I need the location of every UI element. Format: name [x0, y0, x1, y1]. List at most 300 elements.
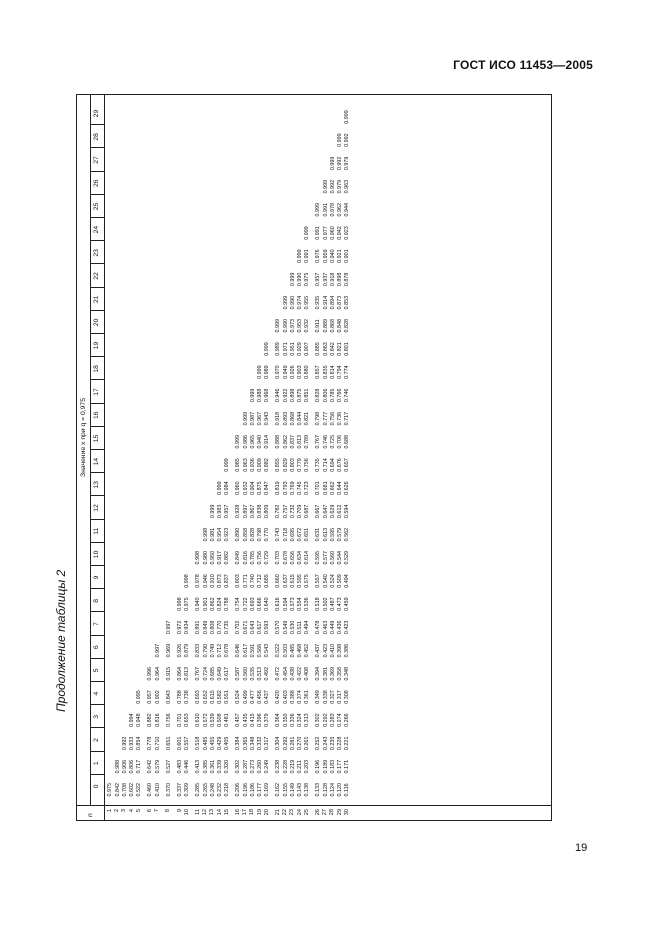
table-cell: 0.336 [289, 713, 296, 727]
table-cell: 0.332 [256, 736, 263, 751]
table-cell: 0.999 [224, 458, 231, 472]
column-group-title: Значение x при q = 0,975 [80, 398, 87, 477]
table-cell: 0.273 [249, 759, 256, 774]
table-cell: 0.560 [242, 667, 249, 681]
table-cell: 0.785 [249, 551, 256, 565]
table-cell: 0.999 [296, 249, 303, 263]
table-cell: 0.843 [165, 690, 172, 704]
table-cell: 0.243 [322, 736, 329, 751]
row-number: 18 [249, 809, 256, 816]
table-cell: 0.551 [224, 690, 231, 704]
table-cell: 0.292 [322, 713, 329, 727]
table-cell: 0.988 [256, 388, 263, 403]
table-cell: 0.610 [195, 713, 202, 727]
table-cell: 0.509 [336, 574, 343, 588]
row-number: 25 [303, 809, 310, 816]
table-cell: 0.914 [264, 435, 271, 449]
table-cell: 0.998 [202, 527, 209, 542]
table-cell: 0.918 [329, 272, 336, 287]
table-cell: 0.717 [344, 411, 351, 426]
table-cell: 0.671 [242, 620, 249, 635]
table-cell: 0.862 [209, 597, 216, 611]
table-cell: 0.978 [195, 574, 202, 588]
row-number: 15 [223, 809, 230, 816]
table-cell: 0.745 [296, 481, 303, 495]
table-cell: 0.410 [329, 643, 336, 658]
table-cell: 0.485 [289, 643, 296, 658]
table-cell: 0.789 [304, 435, 311, 449]
table-cell: 0.162 [275, 783, 282, 797]
table-cell: 0.992 [329, 179, 336, 194]
table-cell: 0.848 [336, 319, 343, 333]
table-cell: 0.989 [275, 342, 282, 356]
column-header: 14 [93, 457, 100, 466]
table-cell: 0.813 [184, 667, 191, 681]
table-cell: 0.219 [289, 759, 296, 774]
table-cell: 0.211 [296, 760, 303, 774]
table-cell: 0.560 [329, 551, 336, 565]
table-cell: 0.554 [296, 597, 303, 611]
row-number: 7 [154, 809, 161, 813]
table-cell: 0.651 [304, 527, 311, 542]
table-cell: 0.855 [275, 458, 282, 472]
table-cell: 0.522 [136, 783, 143, 797]
table-cell: 0.228 [336, 736, 343, 751]
table-cell: 0.196 [242, 783, 249, 797]
table-cell: 0.936 [249, 458, 256, 472]
table-cell: 0.617 [256, 620, 263, 635]
table-cell: 0.643 [249, 620, 256, 635]
title-row-divider [90, 95, 91, 806]
table-cell: 0.867 [249, 504, 256, 519]
table-cell: 0.452 [304, 643, 311, 658]
table-cell: 0.766 [336, 388, 343, 403]
table-cell: 0.844 [296, 411, 303, 426]
table-cell: 0.317 [264, 736, 271, 751]
table-cell: 0.308 [344, 690, 351, 704]
table-cell: 0.483 [176, 759, 183, 774]
table-cell: 0.369 [329, 667, 336, 681]
table-cell: 0.292 [282, 736, 289, 751]
table-cell: 0.422 [296, 667, 303, 681]
table-cell: 0.987 [249, 411, 256, 426]
table-cell: 0.991 [322, 203, 329, 217]
table-cell: 0.943 [264, 411, 271, 426]
table-cell: 0.155 [282, 783, 289, 797]
table-cell: 0.724 [202, 667, 209, 681]
table-cell: 0.281 [289, 736, 296, 751]
row-number: 16 [235, 809, 241, 816]
column-header: 11 [93, 527, 100, 535]
table-cell: 0.685 [209, 667, 216, 681]
table-cell: 0.960 [235, 481, 242, 495]
table-cell: 0.882 [224, 551, 231, 565]
table-cell: 0.460 [147, 783, 154, 797]
row-number: 29 [336, 809, 343, 816]
table-cell: 0.890 [235, 527, 242, 542]
table-cell: 0.953 [296, 319, 303, 333]
table-cell: 0.973 [289, 319, 296, 333]
table-cell: 0.743 [275, 527, 282, 542]
table-cell: 0.985 [235, 458, 242, 472]
table-cell: 0.481 [224, 713, 231, 727]
table-cell: 0.723 [304, 481, 311, 495]
table-cell: 0.631 [315, 527, 322, 542]
table-cell: 0.678 [224, 643, 231, 658]
table-cell: 0.991 [315, 226, 322, 240]
table-cell: 0.999 [264, 342, 271, 356]
table-cell: 0.992 [121, 736, 128, 751]
table-cell: 0.875 [256, 481, 263, 495]
table-cell: 0.837 [224, 574, 231, 588]
table-cell: 0.446 [184, 759, 191, 774]
table-cell: 0.946 [275, 388, 282, 403]
table-cell: 0.384 [235, 736, 242, 751]
table-cell: 0.946 [202, 574, 209, 588]
table-cell: 0.413 [195, 759, 202, 774]
table-cell: 0.116 [344, 783, 351, 797]
table-cell: 0.685 [264, 574, 271, 588]
table-cell: 0.676 [336, 458, 343, 472]
table-cell: 0.594 [282, 597, 289, 611]
quantile-table [76, 94, 552, 821]
row-number: 19 [256, 809, 263, 816]
column-header: 6 [93, 645, 100, 650]
table-cell: 0.420 [275, 690, 282, 704]
table-cell: 0.128 [322, 783, 329, 797]
table-cell: 0.904 [249, 481, 256, 495]
table-cell: 0.809 [264, 504, 271, 519]
table-cell: 0.248 [209, 783, 216, 797]
table-cell: 0.438 [289, 667, 296, 681]
table-cell: 0.494 [344, 574, 351, 588]
table-cell: 0.503 [282, 643, 289, 658]
table-cell: 0.693 [249, 597, 256, 611]
table-cell: 0.854 [136, 736, 143, 751]
column-header: 19 [93, 341, 100, 350]
table-cell: 0.910 [209, 574, 216, 588]
table-cell: 0.847 [264, 481, 271, 495]
table-cell: 0.767 [315, 435, 322, 449]
table-cell: 0.835 [322, 365, 329, 379]
table-cell: 0.138 [304, 783, 311, 797]
table-cell: 0.926 [176, 643, 183, 658]
table-cell: 0.313 [304, 713, 311, 727]
table-cell: 0.455 [209, 736, 216, 751]
table-cell: 0.575 [304, 574, 311, 588]
row-number: 6 [147, 809, 153, 813]
table-cell: 0.693 [195, 690, 202, 704]
row-number: 17 [242, 809, 249, 816]
table-cell: 0.221 [344, 736, 351, 751]
table-cell: 0.454 [282, 667, 289, 681]
table-cell: 0.388 [289, 690, 296, 704]
table-cell: 0.808 [209, 620, 216, 635]
table-cell: 0.885 [315, 342, 322, 356]
table-cell: 0.394 [315, 667, 322, 681]
table-cell: 0.640 [264, 597, 271, 611]
table-cell: 0.651 [165, 736, 172, 751]
table-cell: 0.594 [344, 504, 351, 519]
table-cell: 0.997 [154, 643, 161, 658]
table-cell: 0.803 [235, 574, 242, 588]
table-cell: 0.964 [154, 667, 161, 681]
table-cell: 0.502 [322, 597, 329, 611]
column-header: 2 [93, 738, 100, 742]
table-cell: 0.601 [176, 736, 183, 751]
table-cell: 0.729 [264, 551, 271, 565]
table-cell: 0.863 [322, 342, 329, 356]
table-cell: 0.976 [315, 249, 322, 263]
table-continuation-caption: Продолжение таблицы 2 [54, 569, 68, 712]
column-header: 21 [93, 295, 100, 303]
table-cell: 0.348 [249, 736, 256, 751]
table-cell: 0.975 [184, 597, 191, 611]
table-cell: 0.361 [304, 690, 311, 704]
row-number: 12 [202, 809, 209, 816]
table-cell: 0.435 [242, 713, 249, 727]
table-cell: 0.754 [235, 597, 242, 611]
table-cell: 0.722 [242, 597, 249, 611]
table-cell: 0.999 [249, 388, 256, 403]
table-cell: 0.821 [304, 411, 311, 426]
table-cell: 0.995 [136, 690, 143, 704]
table-cell: 0.582 [216, 690, 223, 704]
table-cell: 0.999 [322, 179, 329, 194]
table-cell: 0.889 [322, 319, 329, 333]
table-cell: 0.940 [329, 249, 336, 263]
table-cell: 0.349 [315, 690, 322, 704]
table-cell: 0.477 [249, 690, 256, 704]
table-cell: 0.999 [329, 156, 336, 171]
table-cell: 0.701 [176, 713, 183, 727]
table-cell: 0.304 [275, 736, 282, 751]
table-cell: 0.485 [202, 736, 209, 751]
table-cell: 0.337 [176, 783, 183, 797]
table-cell: 0.756 [304, 458, 311, 472]
table-cell: 0.829 [282, 458, 289, 472]
row-number: 10 [183, 809, 190, 816]
table-cell: 0.695 [289, 527, 296, 542]
table-cell: 0.986 [242, 435, 249, 449]
table-cell: 0.963 [344, 179, 351, 194]
table-cell: 0.370 [165, 783, 172, 797]
table-cell: 0.544 [336, 551, 343, 565]
table-cell: 0.769 [289, 481, 296, 495]
table-cell: 0.317 [336, 690, 343, 704]
table-cell: 0.579 [154, 759, 161, 774]
table-cell: 0.379 [264, 713, 271, 727]
table-cell: 0.562 [344, 527, 351, 542]
table-cell: 0.756 [165, 713, 172, 727]
table-cell: 0.955 [304, 295, 311, 310]
table-cell: 0.736 [336, 411, 343, 426]
table-cell: 0.816 [242, 551, 249, 565]
row-number: 11 [195, 809, 201, 815]
table-cell: 0.897 [242, 504, 249, 519]
table-cell: 0.902 [154, 690, 161, 704]
table-cell: 0.177 [336, 759, 343, 774]
table-cell: 0.429 [216, 736, 223, 751]
table-cell: 0.662 [329, 481, 336, 495]
row-number: 23 [289, 809, 296, 816]
column-header: 29 [93, 109, 100, 118]
table-cell: 0.566 [256, 643, 263, 658]
table-cell: 0.653 [184, 713, 191, 727]
table-cell: 0.473 [336, 597, 343, 611]
table-cell: 0.410 [154, 783, 161, 797]
table-cell: 0.880 [304, 365, 311, 379]
table-cell: 0.851 [304, 388, 311, 403]
table-cell: 0.492 [264, 667, 271, 681]
row-number: 9 [176, 809, 183, 813]
row-number: 27 [322, 809, 329, 816]
table-cell: 0.975 [107, 783, 114, 797]
table-cell: 0.911 [315, 319, 322, 333]
table-cell: 0.415 [249, 713, 256, 727]
table-cell: 0.260 [256, 759, 263, 774]
table-cell: 0.381 [322, 667, 329, 681]
table-cell: 0.718 [282, 527, 289, 542]
table-cell: 0.647 [322, 504, 329, 519]
table-cell: 0.798 [256, 527, 263, 542]
table-cell: 0.979 [344, 156, 351, 171]
table-cell: 0.934 [184, 620, 191, 635]
table-cell: 0.984 [224, 481, 231, 495]
table-cell: 0.186 [249, 783, 256, 797]
table-cell: 0.798 [315, 411, 322, 426]
table-cell: 0.833 [195, 643, 202, 658]
table-cell: 0.487 [329, 597, 336, 611]
row-number: 24 [296, 809, 303, 816]
table-cell: 0.997 [165, 620, 172, 635]
column-header: 13 [93, 481, 100, 489]
table-cell: 0.252 [315, 736, 322, 751]
table-cell: 0.203 [304, 759, 311, 774]
column-header: 18 [93, 365, 100, 373]
column-header: 24 [93, 225, 100, 234]
row-label-n: n [87, 813, 94, 817]
table-cell: 0.539 [209, 713, 216, 727]
table-cell: 0.403 [282, 690, 289, 704]
table-cell: 0.535 [249, 667, 256, 681]
table-cell: 0.882 [264, 458, 271, 472]
table-cell: 0.644 [336, 481, 343, 495]
table-cell: 0.358 [336, 667, 343, 681]
table-cell: 0.703 [275, 551, 282, 565]
table-cell: 0.591 [249, 643, 256, 658]
table-cell: 0.459 [344, 597, 351, 611]
table-cell: 0.261 [304, 736, 311, 751]
table-cell: 0.364 [275, 713, 282, 727]
row-number: 4 [128, 809, 135, 813]
table-cell: 0.463 [322, 620, 329, 635]
table-cell: 0.646 [235, 643, 242, 658]
column-header: 16 [93, 411, 100, 419]
table-cell: 0.954 [216, 527, 223, 542]
table-cell: 0.616 [275, 597, 282, 611]
table-cell: 0.962 [336, 203, 343, 217]
table-cell: 0.998 [184, 574, 191, 588]
table-cell: 0.968 [264, 388, 271, 403]
table-cell: 0.124 [329, 783, 336, 797]
table-cell: 0.999 [216, 481, 223, 495]
table-cell: 0.634 [296, 551, 303, 565]
table-cell: 0.732 [289, 504, 296, 519]
table-cell: 0.577 [322, 551, 329, 565]
table-cell: 0.857 [315, 365, 322, 379]
table-cell: 0.656 [289, 551, 296, 565]
table-cell: 0.779 [296, 458, 303, 472]
table-cell: 0.785 [329, 388, 336, 403]
table-cell: 0.688 [344, 435, 351, 449]
table-cell: 0.960 [329, 226, 336, 240]
table-cell: 0.543 [264, 643, 271, 658]
table-cell: 0.518 [315, 597, 322, 611]
table-cell: 0.918 [275, 411, 282, 426]
table-cell: 0.712 [216, 643, 223, 658]
table-cell: 0.888 [275, 435, 282, 449]
table-cell: 0.999 [242, 411, 249, 426]
table-cell: 0.853 [344, 295, 351, 310]
table-cell: 0.449 [329, 620, 336, 635]
table-cell: 0.999 [282, 295, 289, 310]
table-cell: 0.999 [256, 365, 263, 379]
table-cell: 0.774 [344, 365, 351, 379]
table-cell: 0.472 [275, 667, 282, 681]
table-cell: 0.837 [289, 435, 296, 449]
column-header: 12 [93, 504, 100, 512]
table-cell: 0.978 [329, 203, 336, 217]
column-header: 5 [93, 668, 100, 673]
table-cell: 0.891 [195, 620, 202, 635]
row-number: 20 [263, 809, 270, 816]
table-cell: 0.309 [184, 783, 191, 797]
table-cell: 0.365 [242, 736, 249, 751]
table-cell: 0.602 [128, 783, 135, 797]
table-cell: 0.436 [336, 620, 343, 635]
table-cell: 0.994 [128, 713, 135, 727]
table-cell: 0.595 [296, 574, 303, 588]
table-cell: 0.660 [275, 574, 282, 588]
table-cell: 0.642 [147, 759, 154, 774]
table-cell: 0.456 [256, 690, 263, 704]
table-cell: 0.767 [195, 667, 202, 681]
row-number: 2 [114, 809, 121, 813]
table-cell: 0.879 [184, 643, 191, 658]
table-cell: 0.824 [216, 597, 223, 611]
table-cell: 0.133 [315, 783, 322, 797]
table-cell: 0.873 [336, 295, 343, 310]
table-cell: 0.806 [128, 759, 135, 774]
table-cell: 0.423 [344, 620, 351, 635]
table-cell: 0.385 [202, 759, 209, 774]
table-cell: 0.374 [296, 690, 303, 704]
table-cell: 0.735 [315, 458, 322, 472]
table-cell: 0.681 [322, 481, 329, 495]
table-cell: 0.929 [296, 342, 303, 356]
table-cell: 0.579 [336, 527, 343, 542]
table-cell: 0.981 [209, 527, 216, 542]
table-cell: 0.828 [344, 319, 351, 333]
table-cell: 0.801 [344, 342, 351, 356]
table-cell: 0.613 [322, 527, 329, 542]
table-cell: 0.171 [344, 759, 351, 774]
column-header: 22 [93, 272, 100, 280]
table-cell: 0.274 [336, 713, 343, 727]
table-cell: 0.935 [315, 295, 322, 310]
table-cell: 0.524 [329, 574, 336, 588]
